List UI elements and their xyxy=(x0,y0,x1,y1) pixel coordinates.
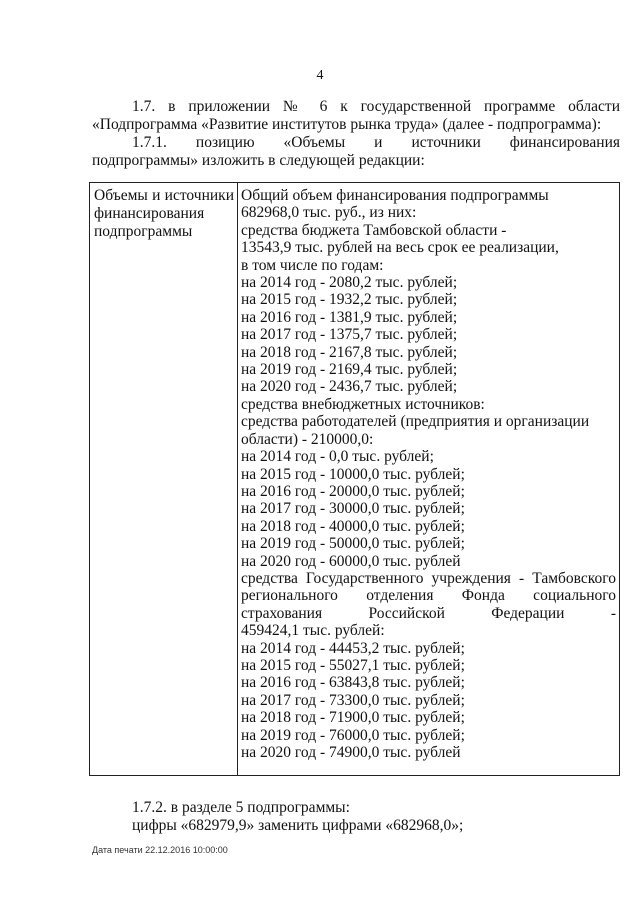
left-cell-line: Объемы и источники xyxy=(94,187,234,204)
financing-table xyxy=(89,182,620,776)
right-cell-line: на 2016 год - 1381,9 тыс. рублей; xyxy=(241,308,458,326)
right-cell-line: на 2017 год - 1375,7 тыс. рублей; xyxy=(241,326,458,344)
right-cell-line: области) - 210000,0: xyxy=(241,430,374,448)
right-cell-line: на 2020 год - 60000,0 тыс. рублей xyxy=(241,552,461,570)
right-cell-line: на 2017 год - 30000,0 тыс. рублей; xyxy=(241,500,465,518)
left-cell-line: подпрограммы xyxy=(94,223,193,240)
right-cell-line: на 2015 год - 1932,2 тыс. рублей; xyxy=(241,291,458,309)
intro-line-2: «Подпрограмма «Развитие институтов рынка труда» (далее - подпрограмма): xyxy=(92,116,602,133)
right-cell-line: на 2016 год - 20000,0 тыс. рублей; xyxy=(241,482,465,500)
right-cell-line: средства внебюджетных источников: xyxy=(241,395,485,413)
right-cell-line: 682968,0 тыс. руб., из них: xyxy=(241,204,417,222)
table-column-divider xyxy=(237,183,238,775)
table-left-cell xyxy=(94,187,234,241)
right-cell-line: средства Государственного учреждения - Тамбовского xyxy=(241,569,616,587)
right-cell-line: на 2014 год - 0,0 тыс. рублей; xyxy=(241,448,434,466)
intro-line-1: 1.7. в приложении № 6 к государственной программе области xyxy=(132,98,620,115)
right-cell-line: на 2014 год - 2080,2 тыс. рублей; xyxy=(241,274,458,292)
right-cell-line: средства бюджета Тамбовской области - xyxy=(241,221,507,239)
table-right-cell xyxy=(241,187,616,761)
right-cell-line: регионального отделения Фонда социального xyxy=(241,587,616,605)
right-cell-line: на 2015 год - 10000,0 тыс. рублей; xyxy=(241,465,465,483)
right-cell-line: страхования Российской Федерации - xyxy=(241,604,616,622)
right-cell-line: средства работодателей (предприятия и организации xyxy=(241,413,590,431)
right-cell-line: на 2014 год - 44453,2 тыс. рублей; xyxy=(241,639,465,657)
right-cell-line: в том числе по годам: xyxy=(241,256,384,274)
intro-paragraph xyxy=(92,98,620,170)
right-cell-line: на 2019 год - 50000,0 тыс. рублей; xyxy=(241,535,465,553)
outro-line-2: цифры «682979,9» заменить цифрами «682968,0»; xyxy=(132,817,464,834)
right-cell-line: на 2018 год - 2167,8 тыс. рублей; xyxy=(241,343,458,361)
right-cell-line: на 2016 год - 63843,8 тыс. рублей; xyxy=(241,674,465,692)
right-cell-line: на 2020 год - 74900,0 тыс. рублей xyxy=(241,744,461,761)
right-cell-line: на 2015 год - 55027,1 тыс. рублей; xyxy=(241,656,465,674)
right-cell-line: 459424,1 тыс. рублей: xyxy=(241,622,385,640)
intro-line-4: подпрограммы» изложить в следующей редакции: xyxy=(92,152,425,169)
intro-line-3: 1.7.1. позицию «Объемы и источники финансирования xyxy=(132,134,620,151)
right-cell-line: на 2019 год - 76000,0 тыс. рублей; xyxy=(241,726,465,744)
right-cell-line: на 2020 год - 2436,7 тыс. рублей; xyxy=(241,378,458,396)
right-cell-line: на 2017 год - 73300,0 тыс. рублей; xyxy=(241,691,465,709)
right-cell-line: 13543,9 тыс. рублей на весь срок ее реализации, xyxy=(241,239,559,257)
left-cell-line: финансирования xyxy=(94,205,205,222)
outro-paragraph xyxy=(92,799,620,835)
right-cell-line: на 2018 год - 40000,0 тыс. рублей; xyxy=(241,517,465,535)
outro-line-1: 1.7.2. в разделе 5 подпрограммы: xyxy=(132,799,350,816)
right-cell-line: Общий объем финансирования подпрограммы xyxy=(241,187,549,204)
right-cell-line: на 2018 год - 71900,0 тыс. рублей; xyxy=(241,709,465,727)
right-cell-line: на 2019 год - 2169,4 тыс. рублей; xyxy=(241,361,458,379)
print-date-footer: Дата печати 22.12.2016 10:00:00 xyxy=(92,845,228,855)
page-number: 4 xyxy=(316,68,324,83)
